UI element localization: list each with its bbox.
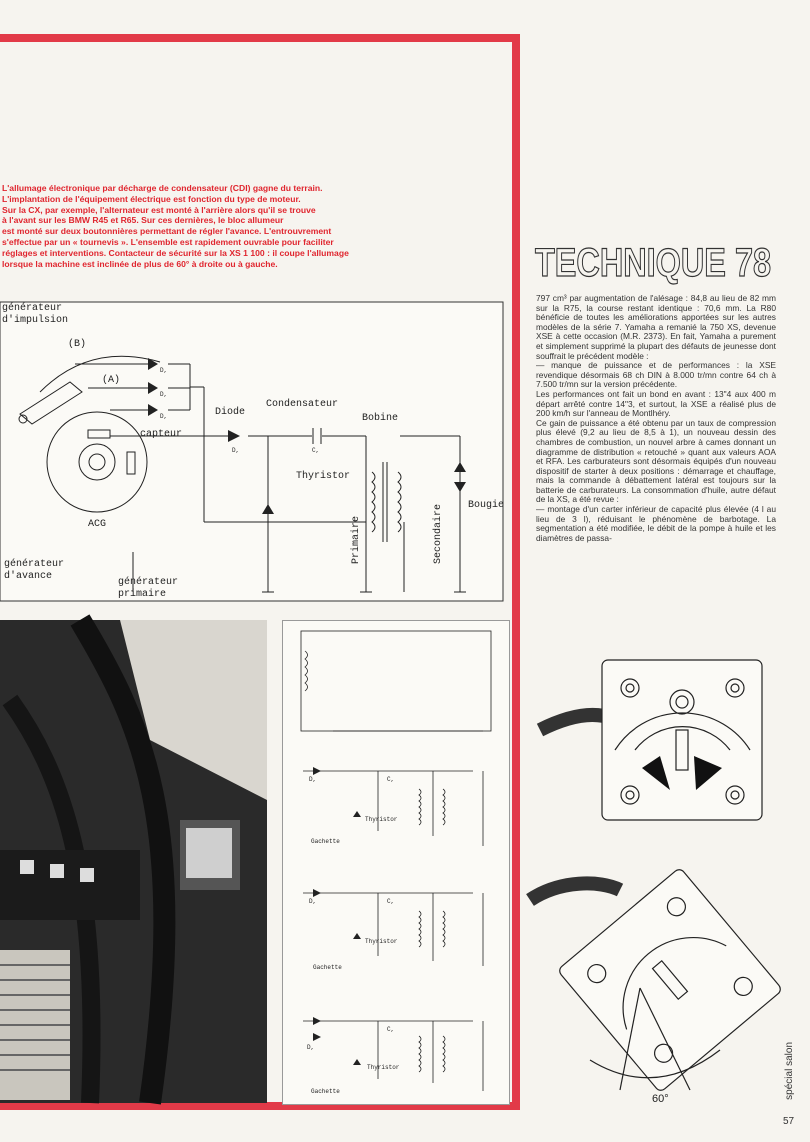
condensateur-label: Condensateur — [266, 399, 339, 410]
bougie-label: Bougie — [468, 500, 505, 511]
body-paragraph: 797 cm³ par augmentation de l'alésage : 84,8 au lieu de 82 mm sur la R75, la course restant identique : 70,6 mm. La R80 bénéficie de toutes les améliorations apportées sur les autres modèles de la série 7. Yamaha a remanié la 750 XS, devenue XSE à cette occasion (M.R. 2373). En fait, Yamaha a purement et simplement supprimé la plupart des défauts de jeunesse dont souffrait le précédent modèle : — [536, 293, 776, 361]
label-a: (A) — [102, 375, 121, 386]
small-d1-label-2: D, — [309, 898, 317, 905]
red-frame-right — [512, 34, 520, 1104]
capteur-label: capteur — [140, 429, 183, 440]
small-gachette-label-2: Gachette — [313, 964, 342, 971]
d2-label: D, — [160, 391, 168, 398]
cdi-circuit-diagram — [0, 302, 504, 602]
small-c1-label-3: C, — [387, 1026, 395, 1033]
label-b: (B) — [68, 339, 87, 350]
body-paragraph: Ce gain de puissance a été obtenu par un taux de compression plus élevé (9,2 au lieu de 8,5 à 1), un nouveau dessin des chambres de combustion, un nouvel arbre à cames donnant un diagramme de distribution « retouché » quant aux valeurs AOA et RFA. Les carburateurs sont désormais équipés d'un nouveau dispositif de starter à deux positions : démarrage et chauffage, mais la commande à débattement latéral est toujours sur la batterie de carburateurs. La consommation d'huile, autre défaut de la XS, a été revue : — [536, 417, 776, 505]
small-c1-label-1: C, — [387, 776, 395, 783]
angle-label: 60° — [652, 1093, 669, 1105]
thyristor-label: Thyristor — [296, 471, 351, 482]
intro-caption — [2, 183, 502, 269]
safety-switch-illustration — [520, 650, 770, 1120]
small-thyristor-label-3: Thyristor — [367, 1064, 400, 1071]
intro-line: lorsque la machine est inclinée de plus de 60° à droite ou à gauche. — [2, 258, 278, 269]
engine-photo — [0, 620, 267, 1103]
impulse-generator-label-2: d'impulsion — [2, 315, 69, 326]
small-gachette-label-3: Gachette — [311, 1088, 340, 1095]
bobine-label: Bobine — [362, 413, 399, 424]
small-c1-label-2: C, — [387, 898, 395, 905]
small-thyristor-label-2: Thyristor — [365, 938, 398, 945]
small-gachette-label-1: Gachette — [311, 838, 340, 845]
body-paragraph: — manque de puissance et de performances : la XSE revendique désormais 68 ch DIN à 8.000 tr/mn contre 64 ch à 7.500 tr/mn sur la version précédente. — [536, 360, 776, 390]
intro-line: s'effectue par un « tournevis ». L'ensemble est rapidement ouvrable pour faciliter — [2, 236, 334, 247]
impulse-generator-label-1: générateur — [2, 303, 63, 314]
article-body — [536, 294, 776, 543]
red-frame-top — [0, 34, 518, 42]
intro-line: réglages et interventions. Contacteur de sécurité sur la XS 1 100 : il coupe l'allumage — [2, 247, 349, 258]
advance-generator-label-2: d'avance — [4, 571, 53, 582]
small-circuit-diagrams — [282, 620, 510, 1105]
c1-label: C, — [312, 447, 320, 454]
side-label: spécial salon — [784, 1042, 795, 1100]
small-d2-label: D, — [307, 1044, 315, 1051]
small-thyristor-label-1: Thyristor — [365, 816, 398, 823]
d3-label: D, — [160, 413, 168, 420]
intro-line: L'allumage électronique par décharge de condensateur (CDI) gagne du terrain. — [2, 183, 323, 193]
body-paragraph: Les performances ont fait un bond en avant : 13"4 aux 400 m départ arrêté contre 14"3, et surtout, la XSE a réalisé plus de 200 km/h sur l'anneau de Montlhéry. — [536, 388, 776, 419]
d1-label: D, — [160, 367, 168, 374]
intro-line: L'implantation de l'équipement électrique est fonction du type de moteur. — [2, 193, 301, 204]
acg-label: ACG — [88, 519, 107, 530]
body-paragraph: — montage d'un carter inférieur de capacité plus élevée (4 l au lieu de 3 l), réduisant le phénomène de barbotage. La segmentation a été modifiée, le débit de la pompe à huile et les diamètres de passa- — [536, 504, 776, 543]
primary-generator-label-1: générateur — [118, 577, 179, 588]
intro-line: est monté sur deux boutonnières permettant de régler l'avance. L'entrouvrement — [2, 226, 332, 237]
secondaire-label: Secondaire — [433, 503, 444, 564]
diode-label: Diode — [215, 407, 246, 418]
page-number: 57 — [783, 1116, 795, 1127]
small-d1-label-1: D, — [309, 776, 317, 783]
advance-generator-label-1: générateur — [4, 559, 65, 570]
diode-sub-label: D, — [232, 447, 240, 454]
intro-line: à l'avant sur les BMW R45 et R65. Sur ces dernières, le bloc allumeur — [2, 215, 284, 226]
primary-generator-label-2: primaire — [118, 589, 167, 600]
heading-text: TECHNIQUE 78 — [535, 241, 771, 285]
intro-line: Sur la CX, par exemple, l'alternateur est monté à l'arrière alors qu'il se trouve — [2, 204, 316, 215]
section-heading — [532, 234, 774, 286]
primaire-label: Primaire — [351, 515, 362, 564]
